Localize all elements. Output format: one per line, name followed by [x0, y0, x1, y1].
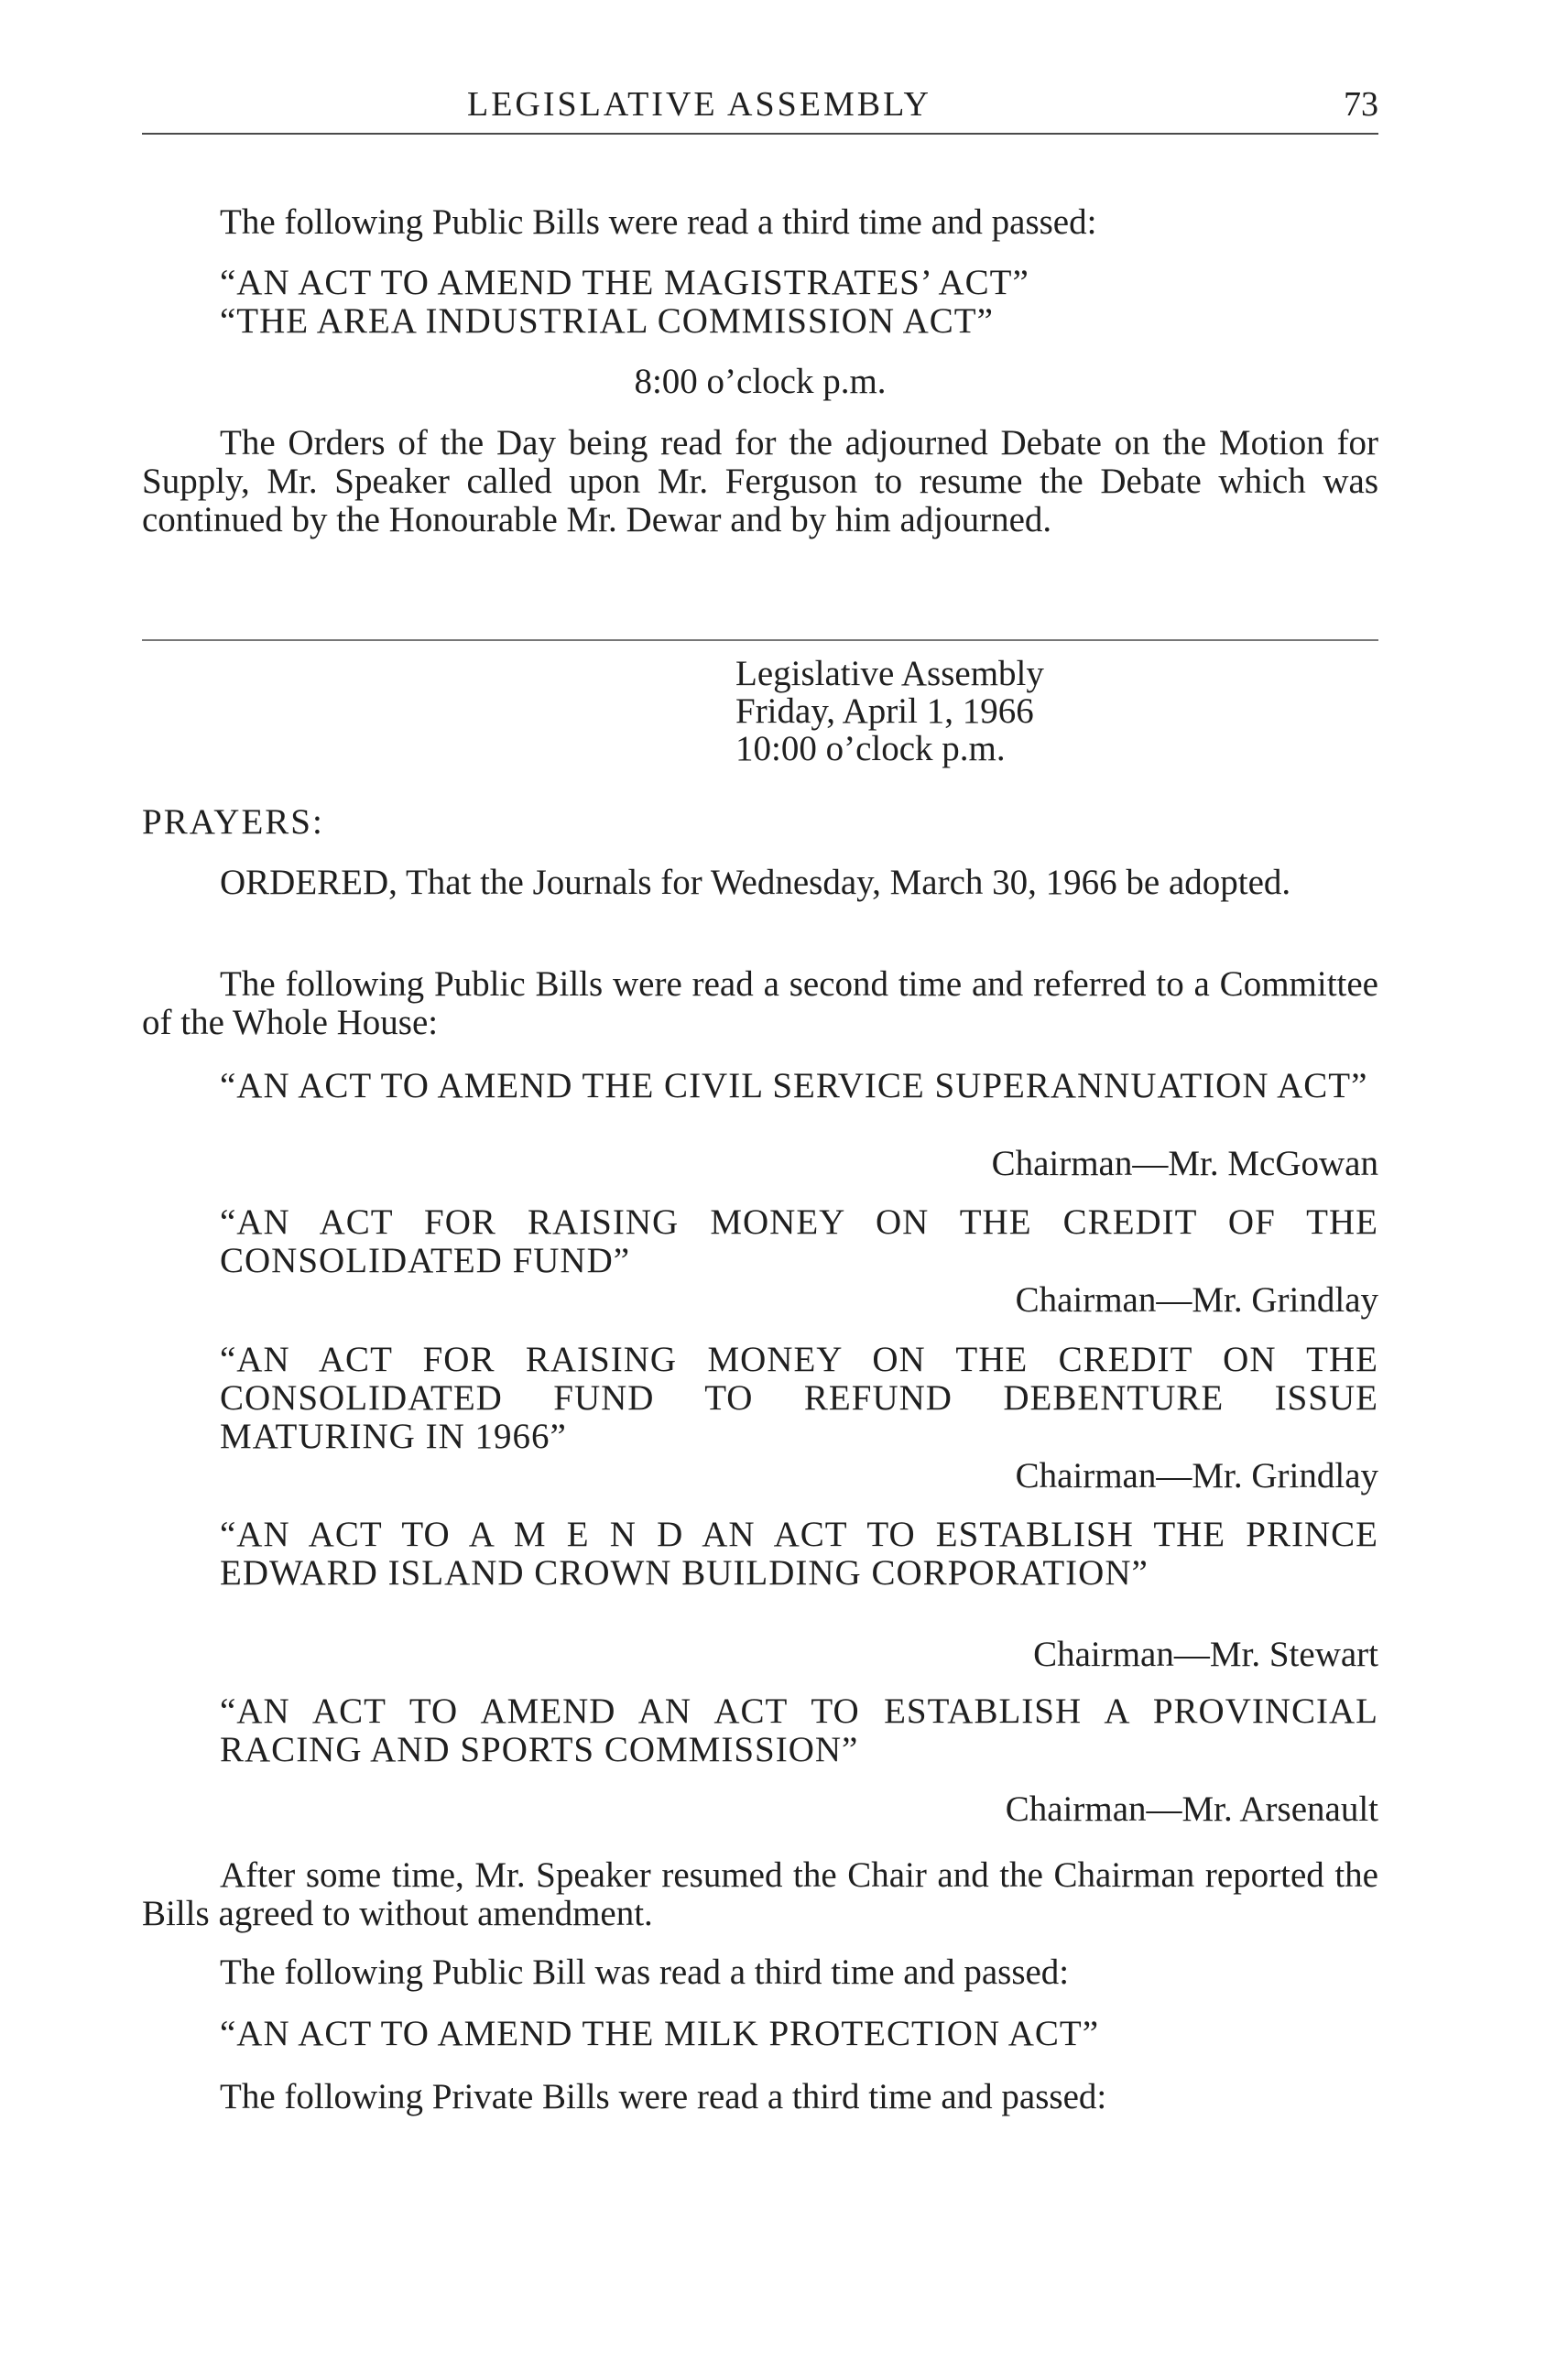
- prayers-heading: PRAYERS:: [142, 802, 324, 842]
- running-header: [142, 84, 1378, 130]
- bill-crown-building-corporation: “AN ACT TO A M E N D AN ACT TO ESTABLISH THE PRINCE EDWARD ISLAND CROWN BUILDING CORPORATION”: [220, 1515, 1378, 1593]
- after-some-time-paragraph: After some time, Mr. Speaker resumed the Chair and the Chairman reported the Bills agreed to without amendment.: [142, 1855, 1378, 1933]
- header-title: LEGISLATIVE ASSEMBLY: [467, 85, 931, 124]
- header-divider: [142, 133, 1378, 135]
- dateline-assembly: Legislative Assembly: [735, 654, 1044, 693]
- bill-area-industrial-commission-act: “THE AREA INDUSTRIAL COMMISSION ACT”: [220, 301, 994, 341]
- bill-civil-service-superannuation: “AN ACT TO AMEND THE CIVIL SERVICE SUPERANNUATION ACT”: [220, 1066, 1368, 1105]
- bill-racing-sports-commission: “AN ACT TO AMEND AN ACT TO ESTABLISH A PROVINCIAL RACING AND SPORTS COMMISSION”: [220, 1691, 1378, 1769]
- chairman-grindlay-2: Chairman—Mr. Grindlay: [1015, 1456, 1378, 1495]
- dateline-date: Friday, April 1, 1966: [735, 691, 1034, 731]
- third-reading-single-paragraph: The following Public Bill was read a third time and passed:: [220, 1952, 1070, 1992]
- second-reading-paragraph: The following Public Bills were read a second time and referred to a Committee of the Whole House:: [142, 964, 1378, 1042]
- private-bills-paragraph: The following Private Bills were read a third time and passed:: [220, 2077, 1107, 2116]
- bill-raising-money-consolidated-fund: “AN ACT FOR RAISING MONEY ON THE CREDIT OF THE CONSOLIDATED FUND”: [220, 1202, 1378, 1280]
- chairman-grindlay-1: Chairman—Mr. Grindlay: [1015, 1280, 1378, 1320]
- chairman-mcgowan: Chairman—Mr. McGowan: [991, 1144, 1378, 1183]
- bill-refund-debenture-issue: “AN ACT FOR RAISING MONEY ON THE CREDIT ON THE CONSOLIDATED FUND TO REFUND DEBENTURE ISSUE MATURING IN 1966”: [220, 1340, 1378, 1456]
- ordered-journals-paragraph: ORDERED, That the Journals for Wednesday, March 30, 1966 be adopted.: [220, 863, 1291, 902]
- bill-milk-protection-act: “AN ACT TO AMEND THE MILK PROTECTION ACT”: [220, 2014, 1100, 2053]
- page-number: 73: [1344, 85, 1378, 124]
- third-reading-intro: The following Public Bills were read a third time and passed:: [220, 202, 1097, 242]
- chairman-stewart: Chairman—Mr. Stewart: [1033, 1635, 1378, 1674]
- orders-of-the-day-paragraph: The Orders of the Day being read for the adjourned Debate on the Motion for Supply, Mr. Speaker called upon Mr. Ferguson to resume the Debate which was continued by the Honourable Mr. Dewar and by him adjourned.: [142, 423, 1378, 539]
- section-divider: [142, 639, 1378, 641]
- evening-sitting-time: 8:00 o’clock p.m.: [634, 362, 887, 401]
- chairman-arsenault: Chairman—Mr. Arsenault: [1005, 1789, 1378, 1829]
- bill-magistrates-act: “AN ACT TO AMEND THE MAGISTRATES’ ACT”: [220, 263, 1029, 302]
- dateline-time: 10:00 o’clock p.m.: [735, 729, 1006, 768]
- sitting-dateline: [735, 655, 1044, 767]
